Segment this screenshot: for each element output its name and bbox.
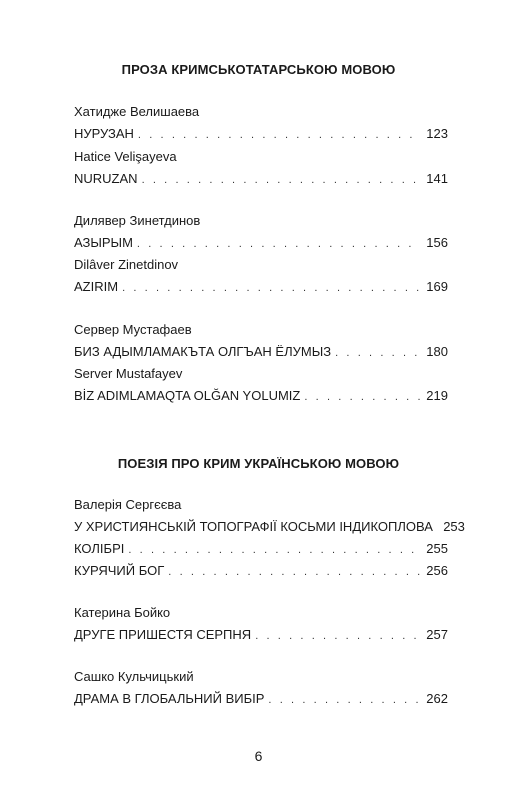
entry-title: AZIRIM (74, 279, 119, 294)
entry-page: 219 (426, 388, 448, 403)
entry-page: 257 (426, 627, 448, 642)
author-name: Катерина Бойко (74, 605, 171, 620)
entry-page: 255 (426, 541, 448, 556)
toc-entry (74, 171, 448, 186)
entry-page: 180 (426, 344, 448, 359)
entry-title: АЗЫРЫМ (74, 235, 133, 250)
entry-title: КУРЯЧИЙ БОГ (74, 563, 165, 578)
toc-entry (74, 279, 448, 294)
dot-leader (268, 694, 420, 706)
entry-title: БИЗ АДЫМЛАМАКЪТА ОЛГЪАН ЁЛУМЫЗ (74, 344, 332, 359)
entry-title: НУРУЗАН (74, 126, 134, 141)
dot-leader (304, 391, 420, 403)
entry-page: 141 (426, 171, 448, 186)
page-number: 6 (254, 748, 263, 764)
entry-page: 253 (443, 519, 465, 534)
author-name: Хатидже Велишаева (74, 104, 200, 119)
toc-entry (74, 235, 448, 250)
section-heading-prose: ПРОЗА КРИМСЬКОТАТАРСЬКОЮ МОВОЮ (121, 62, 396, 77)
entry-page: 156 (426, 235, 448, 250)
entry-title: NURUZAN (74, 171, 138, 186)
dot-leader (335, 347, 420, 359)
author-name: Сашко Кульчицький (74, 669, 194, 684)
entry-title: ДРАМА В ГЛОБАЛЬНИЙ ВИБІР (74, 691, 265, 706)
author-name: Сервер Мустафаев (74, 322, 192, 337)
entry-page: 169 (426, 279, 448, 294)
dot-leader (122, 282, 420, 294)
author-name: Dilâver Zinetdinov (74, 257, 179, 272)
entry-page: 256 (426, 563, 448, 578)
author-name: Валерія Сергєєва (74, 497, 182, 512)
toc-entry (74, 563, 448, 578)
entry-title: ДРУГЕ ПРИШЕСТЯ СЕРПНЯ (74, 627, 252, 642)
toc-entry (74, 541, 448, 556)
section-heading-poetry: ПОЕЗІЯ ПРО КРИМ УКРАЇНСЬКОЮ МОВОЮ (117, 456, 400, 471)
dot-leader (255, 630, 420, 642)
entry-title: У ХРИСТИЯНСЬКІЙ ТОПОГРАФІЇ КОСЬМИ ІНДИКОПЛОВА (74, 519, 433, 534)
toc-entry (74, 344, 448, 359)
author-name: Дилявер Зинетдинов (74, 213, 201, 228)
entry-title: КОЛІБРІ (74, 541, 125, 556)
toc-entry (74, 691, 448, 706)
author-name: Server Mustafayev (74, 366, 183, 381)
entry-title: BİZ ADIMLAMAQTA OLĞAN YOLUMIZ (74, 388, 301, 403)
entry-page: 262 (426, 691, 448, 706)
toc-entry (74, 388, 448, 403)
dot-leader (137, 238, 420, 250)
toc-entry (74, 627, 448, 642)
toc-entry (74, 519, 465, 534)
toc-entry (74, 126, 448, 141)
dot-leader (142, 174, 420, 186)
dot-leader (128, 544, 420, 556)
entry-page: 123 (426, 126, 448, 141)
author-name: Hatice Velişayeva (74, 149, 177, 164)
dot-leader (138, 129, 420, 141)
dot-leader (168, 566, 420, 578)
